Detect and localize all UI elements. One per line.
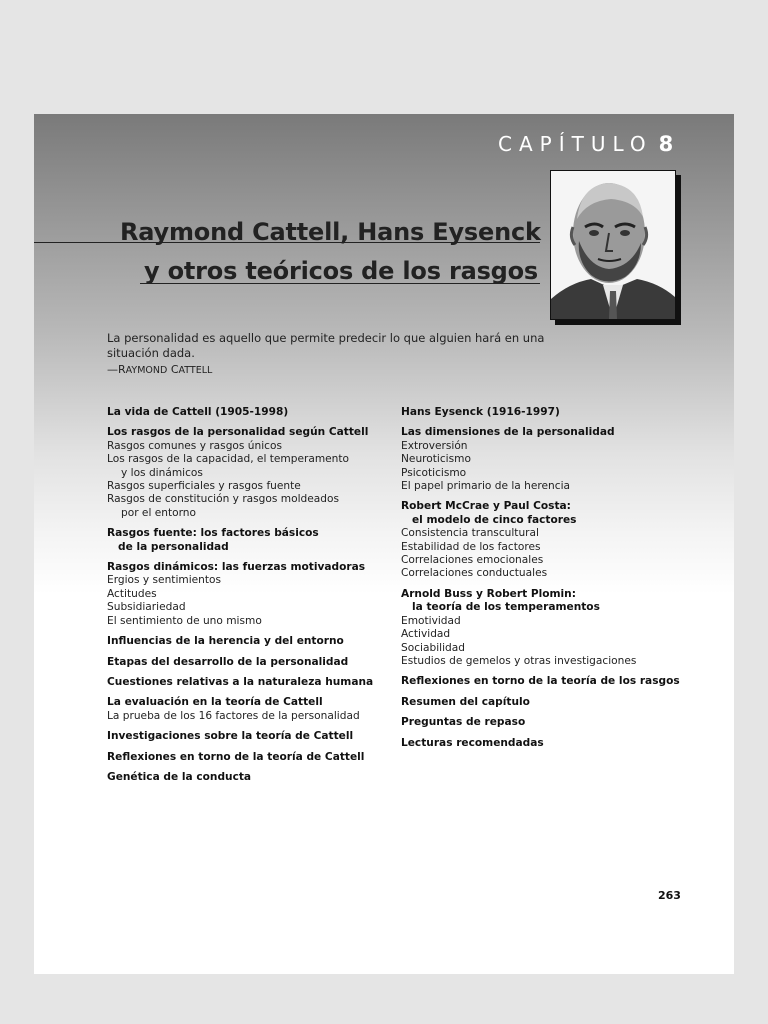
contents-section xyxy=(401,737,701,750)
contents-section xyxy=(401,588,701,668)
section-subtopic: Correlaciones emocionales xyxy=(401,554,544,567)
section-subtopic: por el entorno xyxy=(121,506,196,519)
contents-section xyxy=(107,730,387,743)
section-heading-continued: el modelo de cinco factores xyxy=(412,513,577,526)
page-number: 263 xyxy=(658,889,681,902)
section-subtopic: Actitudes xyxy=(107,587,157,600)
contents-section xyxy=(401,426,701,493)
section-heading: Investigaciones sobre la teoría de Cattell xyxy=(107,730,354,743)
section-subtopic: El papel primario de la herencia xyxy=(401,480,571,493)
section-heading: Influencias de la herencia y del entorno xyxy=(107,635,344,648)
chapter-heading xyxy=(498,132,673,156)
contents-section xyxy=(401,716,701,729)
section-heading: Rasgos dinámicos: las fuerzas motivadoras xyxy=(107,561,366,574)
contents-section xyxy=(107,696,387,723)
chapter-label: CAPÍTULO xyxy=(498,132,653,156)
chapter-title-line2: y otros teóricos de los rasgos xyxy=(144,257,539,285)
contents-section xyxy=(401,696,701,709)
section-heading: Robert McCrae y Paul Costa: xyxy=(401,500,571,513)
section-heading: Reflexiones en torno de la teoría de Cattell xyxy=(107,750,365,763)
section-subtopic: La prueba de los 16 factores de la personalidad xyxy=(107,709,360,722)
contents-right-column xyxy=(401,406,701,757)
contents-section xyxy=(401,675,701,688)
contents-section xyxy=(401,406,701,419)
section-heading: La evaluación en la teoría de Cattell xyxy=(107,696,323,709)
section-heading: La vida de Cattell (1905-1998) xyxy=(107,406,289,418)
section-heading: Reflexiones en torno de la teoría de los rasgos xyxy=(401,675,680,688)
section-subtopic: Correlaciones conductuales xyxy=(401,567,548,580)
section-heading-continued: de la personalidad xyxy=(118,540,229,553)
section-heading: Lecturas recomendadas xyxy=(401,736,544,749)
section-subtopic: y los dinámicos xyxy=(121,466,203,479)
section-subtopic: Extroversión xyxy=(401,439,468,452)
section-heading: Cuestiones relativas a la naturaleza humana xyxy=(107,675,374,688)
contents-left-column xyxy=(107,406,387,791)
section-subtopic: Rasgos de constitución y rasgos moldeados xyxy=(107,493,339,506)
section-subtopic: Psicoticismo xyxy=(401,466,467,479)
section-heading: Preguntas de repaso xyxy=(401,716,526,729)
contents-section xyxy=(107,406,387,419)
author-portrait xyxy=(550,170,676,320)
section-heading: Resumen del capítulo xyxy=(401,695,530,708)
section-subtopic: Consistencia transcultural xyxy=(401,527,539,540)
section-heading: Genética de la conducta xyxy=(107,770,252,783)
section-subtopic: Rasgos superficiales y rasgos fuente xyxy=(107,480,301,493)
contents-section xyxy=(107,527,387,554)
contents-section xyxy=(107,561,387,628)
section-subtopic: Estudios de gemelos y otras investigaciones xyxy=(401,654,637,667)
section-subtopic: Sociabilidad xyxy=(401,641,465,654)
section-subtopic: Neuroticismo xyxy=(401,453,471,466)
chapter-number: 8 xyxy=(658,132,674,156)
epigraph-quote: La personalidad es aquello que permite predecir lo que alguien hará en una situación dada. xyxy=(107,331,545,360)
section-heading-continued: la teoría de los temperamentos xyxy=(412,601,600,614)
contents-section xyxy=(107,656,387,669)
section-heading: Hans Eysenck (1916-1997) xyxy=(401,406,560,418)
epigraph-attribution: —RAYMOND CATTELL xyxy=(107,363,213,376)
section-subtopic: Ergios y sentimientos xyxy=(107,574,222,587)
section-subtopic: Estabilidad de los factores xyxy=(401,540,541,553)
section-heading: Arnold Buss y Robert Plomin: xyxy=(401,587,576,600)
section-subtopic: Subsidiariedad xyxy=(107,601,186,614)
section-subtopic: Actividad xyxy=(401,628,451,641)
section-subtopic: Los rasgos de la capacidad, el temperamento xyxy=(107,453,350,466)
section-heading: Etapas del desarrollo de la personalidad xyxy=(107,655,349,668)
contents-section xyxy=(107,676,387,689)
contents-section xyxy=(107,426,387,520)
contents-section xyxy=(107,635,387,648)
section-subtopic: Rasgos comunes y rasgos únicos xyxy=(107,439,282,452)
contents-section xyxy=(401,500,701,580)
section-subtopic: Emotividad xyxy=(401,614,461,627)
section-heading: Las dimensiones de la personalidad xyxy=(401,426,615,439)
section-heading: Los rasgos de la personalidad según Cattell xyxy=(107,426,369,439)
section-subtopic: El sentimiento de uno mismo xyxy=(107,614,262,627)
contents-section xyxy=(107,751,387,764)
section-heading: Rasgos fuente: los factores básicos xyxy=(107,527,319,540)
chapter-title-line1: Raymond Cattell, Hans Eysenck xyxy=(120,218,541,246)
contents-section xyxy=(107,771,387,784)
